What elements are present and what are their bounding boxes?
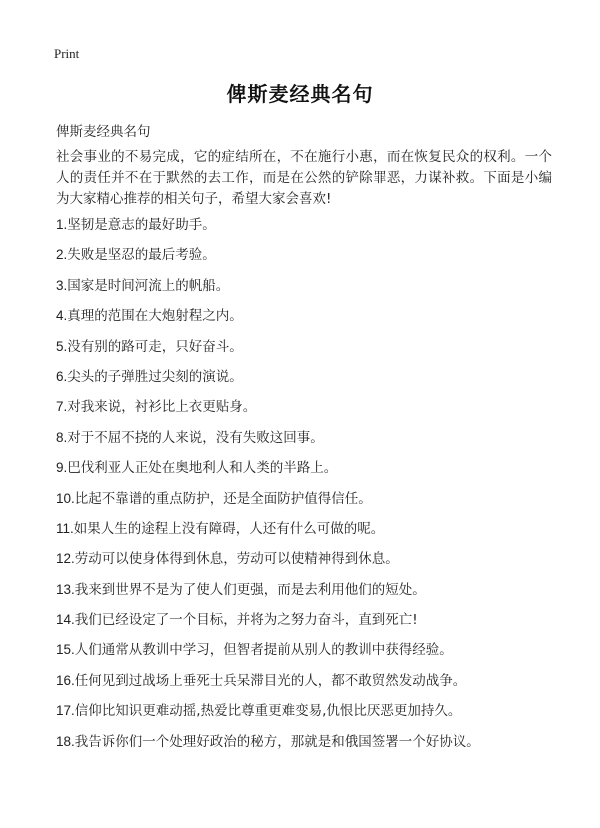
quote-number: 14. (56, 612, 75, 628)
quote-text: 失败是坚忍的最后考验。 (67, 247, 216, 264)
quote-item (56, 514, 556, 544)
quote-number: 11. (56, 520, 74, 536)
quote-text: 比起不靠谱的重点防护，还是全面防护值得信任。 (74, 490, 372, 507)
quote-number: 16. (56, 672, 75, 688)
quote-text: 对我来说，衬衫比上衣更贴身。 (67, 399, 257, 416)
quote-text: 坚韧是意志的最好助手。 (67, 217, 216, 233)
quote-text: 尖头的子弹胜过尖刻的演说。 (67, 368, 243, 385)
quote-number: 10. (56, 490, 75, 506)
quote-number: 4. (56, 308, 68, 324)
quote-item (56, 666, 556, 696)
quote-item (56, 240, 556, 270)
quote-text: 我们已经设定了一个目标，并将为之努力奋斗，直到死亡! (74, 612, 418, 629)
quote-item (56, 301, 556, 331)
quote-number: 15. (56, 642, 75, 658)
quote-number: 6. (56, 368, 68, 384)
quote-number: 12. (56, 551, 75, 567)
quote-list (56, 210, 556, 757)
quote-item (56, 423, 556, 453)
quote-item (56, 696, 556, 726)
quote-number: 5. (56, 338, 68, 354)
quote-item (56, 544, 556, 574)
quote-number: 1. (56, 217, 68, 232)
quote-item (56, 210, 556, 240)
quote-number: 9. (56, 460, 68, 476)
quote-number: 18. (56, 733, 75, 749)
quote-text: 任何见到过战场上垂死士兵呆滞目光的人，都不敢贸然发动战争。 (74, 672, 467, 689)
quote-item (56, 271, 556, 301)
quote-item (56, 635, 556, 665)
quote-item (56, 362, 556, 392)
quote-item (56, 332, 556, 362)
quote-text: 信仰比知识更难动摇,热爱比尊重更难变易,仇恨比厌恶更加持久。 (74, 703, 462, 720)
quote-number: 17. (56, 703, 75, 719)
quote-number: 7. (56, 399, 68, 415)
page-subtitle: 俾斯麦经典名句 (56, 124, 151, 140)
quote-item (56, 392, 556, 422)
quote-item (56, 727, 556, 757)
quote-number: 2. (56, 247, 68, 263)
quote-number: 13. (56, 581, 75, 597)
quote-text: 人们通常从教训中学习，但智者提前从别人的教训中获得经验。 (74, 642, 453, 659)
quote-text: 没有别的路可走，只好奋斗。 (67, 338, 243, 355)
quote-item (56, 575, 556, 605)
quote-item (56, 453, 556, 483)
quote-text: 我告诉你们一个处理好政治的秘方，那就是和俄国签署一个好协议。 (74, 733, 480, 750)
quote-text: 真理的范围在大炮射程之内。 (67, 308, 243, 325)
quote-number: 8. (56, 429, 68, 445)
quote-item (56, 484, 556, 514)
intro-paragraph: 社会事业的不易完成，它的症结所在，不在施行小惠，而在恢复民众的权利。一个人的责任并不在于默然的去工作，而是在公然的铲除罪恶，力谋补救。下面是小编为大家精心推荐的相关句子，希望大家会喜欢! (56, 149, 552, 207)
print-link[interactable]: Print (54, 46, 80, 61)
quote-text: 劳动可以使身体得到休息，劳动可以使精神得到休息。 (74, 551, 399, 568)
quote-text: 对于不屈不挠的人来说，没有失败这回事。 (67, 429, 324, 446)
quote-text: 巴伐利亚人正处在奥地利人和人类的半路上。 (67, 460, 338, 477)
quote-text: 如果人生的途程上没有障碍，人还有什么可做的呢。 (73, 520, 385, 537)
quote-number: 3. (56, 277, 68, 293)
page-title: 俾斯麦经典名句 (226, 82, 374, 106)
quote-item (56, 605, 556, 635)
quote-text: 我来到世界不是为了使人们更强，而是去利用他们的短处。 (74, 581, 426, 598)
quote-text: 国家是时间河流上的帆船。 (67, 277, 230, 294)
